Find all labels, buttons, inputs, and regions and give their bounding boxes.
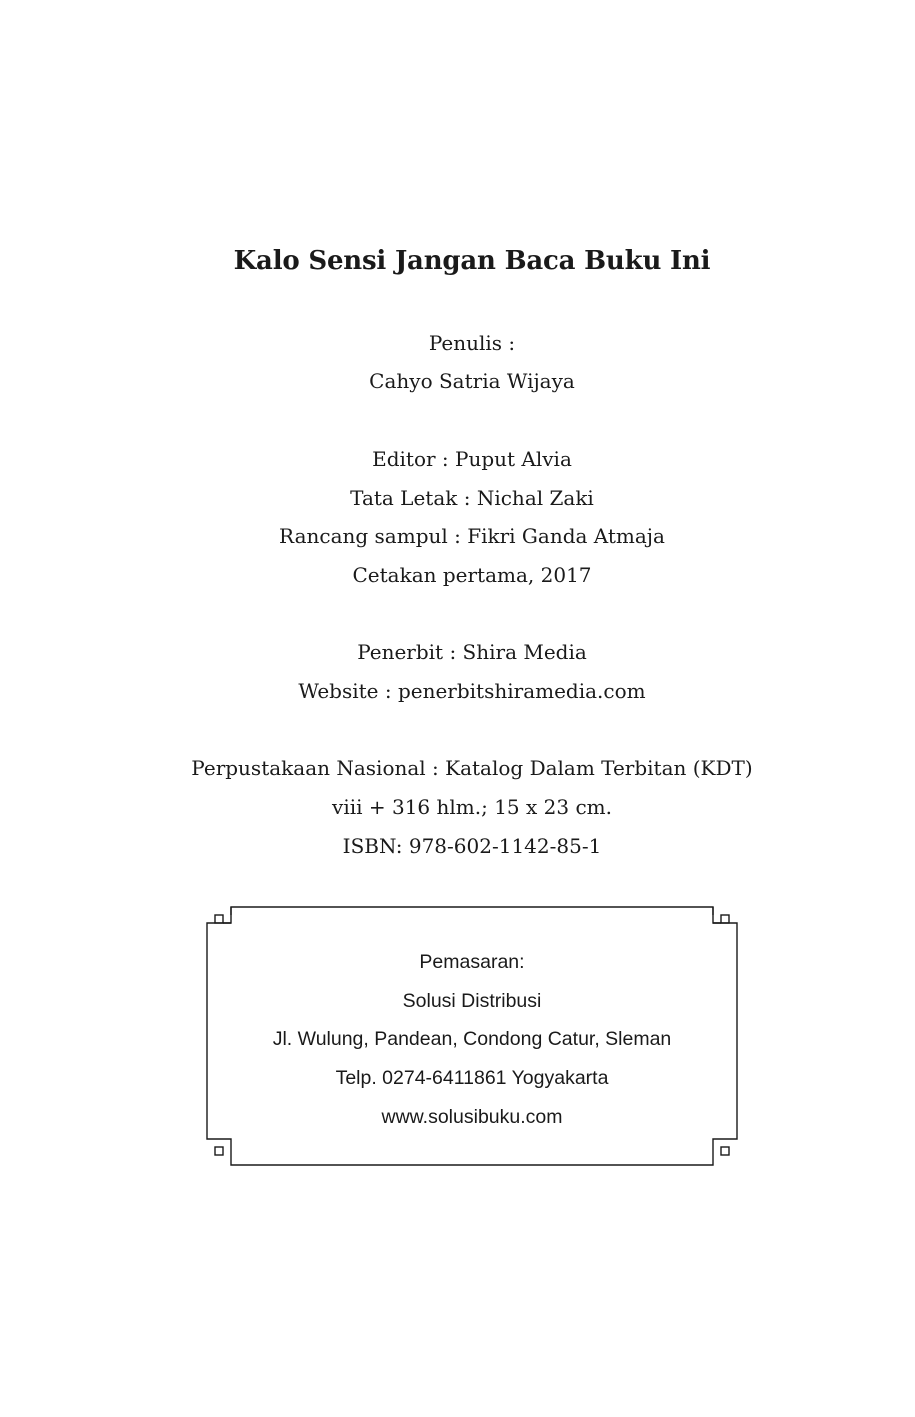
distributor-phone: Telp. 0274-6411861 Yogyakarta (335, 1067, 609, 1089)
book-title: Kalo Sensi Jangan Baca Buku Ini (233, 246, 711, 276)
rancang-sampul-line: Rancang sampul : Fikri Ganda Atmaja (279, 524, 665, 548)
website-line: Website : penerbitshiramedia.com (298, 679, 646, 703)
distributor-name: Solusi Distribusi (402, 990, 542, 1012)
isbn-line: ISBN: 978-602-1142-85-1 (342, 834, 602, 858)
distributor-website: www.solusibuku.com (381, 1106, 563, 1128)
distributor-address: Jl. Wulung, Pandean, Condong Catur, Sleman (272, 1028, 672, 1050)
marketing-frame (205, 905, 739, 1167)
penerbit-line: Penerbit : Shira Media (357, 640, 587, 664)
pemasaran-label: Pemasaran: (419, 951, 525, 973)
editor-line: Editor : Puput Alvia (372, 447, 572, 471)
kdt-line: Perpustakaan Nasional : Katalog Dalam Terbitan (KDT) (191, 756, 753, 780)
tata-letak-line: Tata Letak : Nichal Zaki (350, 486, 594, 510)
pages-line: viii + 316 hlm.; 15 x 23 cm. (332, 795, 612, 819)
cetakan-line: Cetakan pertama, 2017 (352, 563, 592, 587)
penulis-name: Cahyo Satria Wijaya (369, 369, 575, 393)
penulis-label: Penulis : (428, 331, 516, 355)
